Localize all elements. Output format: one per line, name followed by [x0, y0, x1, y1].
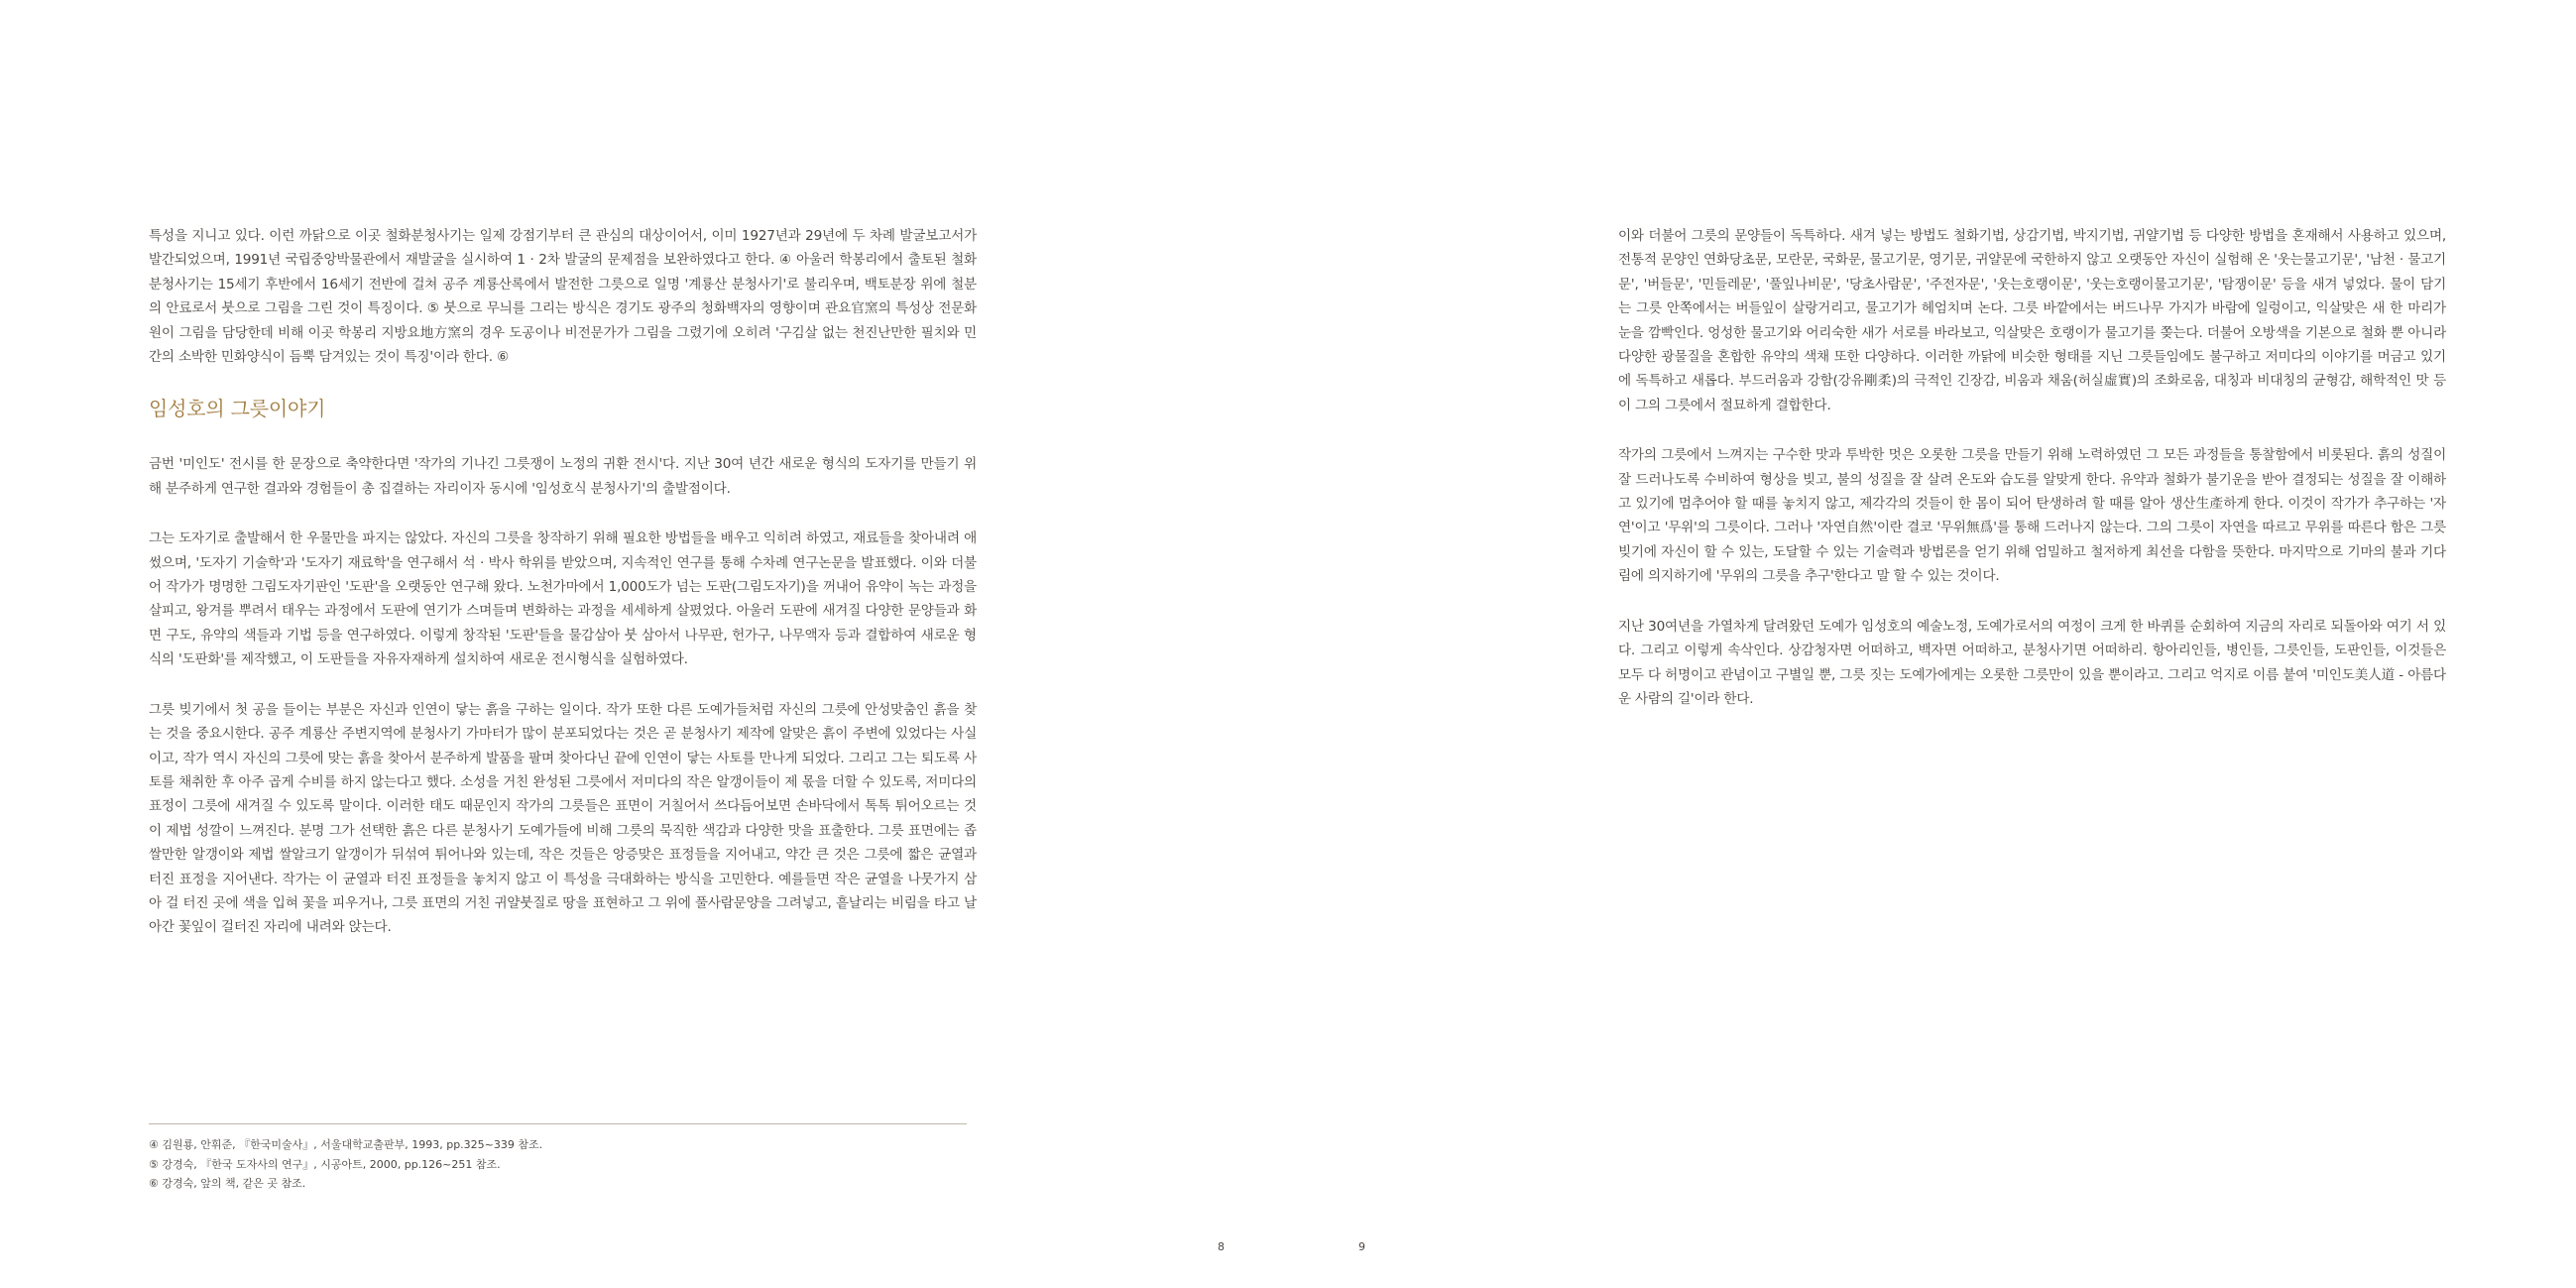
body-paragraph-2: 그는 도자기로 출발해서 한 우물만을 파지는 않았다. 자신의 그릇을 창작하기 위해 필요한 방법들을 배우고 익히려 하였고, 재료들을 찾아내려 애썼으며, '도자기 기술학'과 '도자기 재료학'을 연구해서 석 · 박사 학위를 받았으며, 지속적인 연구를 통해 수차례 연구논문을 발표했다. 이와 더불어 작가가 명명한 그림도자기판인 '도판'을 오랫동안 연구해 왔다. 노천가마에서 1,000도가 넘는 도판(그림도자기)을 꺼내어 유약이 녹는 과정을 살피고, 왕겨를 뿌려서 태우는 과정에서 도판에 연기가 스며들며 변화하는 과정을 세세하게 살폈었다. 아울러 도판에 새겨질 다양한 문양들과 화면 구도, 유약의 색들과 기법 등을 연구하였다. 이렇게 창작된 '도판'들을 물감삼아 붓 삼아서 나무판, 헌가구, 나무액자 등과 결합하여 새로운 형식의 '도판화'를 제작했고, 이 도판들을 자유자재하게 설치하여 새로운 전시형식을 실험하였다. — [149, 530, 977, 668]
intro-paragraph: 특성을 지니고 있다. 이런 까닭으로 이곳 철화분청사기는 일제 강점기부터 큰 관심의 대상이어서, 이미 1927년과 29년에 두 차례 발굴보고서가 발간되었으며, 1991년 국립중앙박물관에서 재발굴을 실시하여 1 · 2차 발굴의 문제점을 보완하였다고 한다. ④ 아울러 학봉리에서 출토된 철화분청사기는 15세기 후반에서 16세기 전반에 걸쳐 공주 계룡산록에서 발전한 그릇으로 일명 '계룡산 분청사기'로 불리우며, 백토분장 위에 철분의 안료로서 붓으로 그림을 그린 것이 특징이다. ⑤ 붓으로 무늬를 그리는 방식은 경기도 광주의 청화백자의 영향이며 관요官窯의 특성상 전문화원이 그림을 담당한데 비해 이곳 학봉리 지방요地方窯의 경우 도공이나 비전문가가 그림을 그렸기에 오히려 '구김살 없는 천진난만한 필치와 민간의 소박한 민화양식이 듬뿍 담겨있는 것이 특징'이라 한다. ⑥ — [149, 228, 977, 366]
body-paragraph-3: 그릇 빚기에서 첫 공을 들이는 부분은 자신과 인연이 닿는 흙을 구하는 일이다. 작가 또한 다른 도예가들처럼 자신의 그릇에 안성맞춤인 흙을 찾는 것을 중요시한다. 공주 계룡산 주변지역에 분청사기 가마터가 많이 분포되었다는 것은 곧 분청사기 제작에 알맞은 흙이 주변에 있었다는 사실이고, 작가 역시 자신의 그릇에 맞는 흙을 찾아서 분주하게 발품을 팔며 찾아다닌 끝에 인연이 닿는 사토를 만나게 되었다. 그리고 그는 퇴도록 사토를 채취한 후 아주 곱게 수비를 하지 않는다고 했다. 소성을 거친 완성된 그릇에서 저미다의 작은 알갱이들이 제 몫을 더할 수 있도록, 저미다의 표정이 그릇에 새겨질 수 있도록 말이다. 이러한 태도 때문인지 작가의 그릇들은 표면이 거칠어서 쓰다듬어보면 손바닥에서 톡톡 튀어오르는 것이 제법 성깔이 느껴진다. 분명 그가 선택한 흙은 다른 분청사기 도예가들에 비해 그릇의 묵직한 색감과 다양한 맛을 표출한다. 그릇 표면에는 좁쌀만한 알갱이와 제법 쌀알크기 알갱이가 뒤섞여 튀어나와 있는데, 작은 것들은 앙증맞은 표정들을 지어내고, 약간 큰 것은 그릇에 짧은 균열과 터진 표정을 지어낸다. 작가는 이 균열과 터진 표정들을 놓치지 않고 이 특성을 극대화하는 방식을 고민한다. 예를들면 작은 균열을 나뭇가지 삼아 걸 터진 곳에 색을 입혀 꽃을 피우거나, 그릇 표면의 거친 귀얄붓질로 땅을 표현하고 그 위에 풀사람문양을 그려넣고, 흩날리는 비림을 타고 날아간 꽃잎이 걸터진 자리에 내려와 앉는다. — [149, 701, 977, 936]
footnote-4: ④ 김원룡, 안휘준, 『한국미술사』, 서울대학교출판부, 1993, pp.325~339 참조. — [149, 1138, 543, 1151]
section-heading: 임성호의 그릇이야기 — [149, 397, 326, 421]
page-number-right: 9 — [1358, 1240, 1365, 1253]
right-paragraph-1: 이와 더불어 그릇의 문양들이 독특하다. 새겨 넣는 방법도 철화기법, 상감기법, 박지기법, 귀얄기법 등 다양한 방법을 혼재해서 사용하고 있으며, 전통적 문양인 연화당초문, 모란문, 국화문, 물고기문, 영기문, 귀얄문에 국한하지 않고 오랫동안 자신이 실험해 온 '웃는물고기문', '남천 · 물고기문', '버들문', '민들레문', '풀잎나비문', '당초사람문', '주전자문', '웃는호랭이문', '웃는호랭이물고기문', '탐쟁이문' 등을 새겨 넣었다. 물이 담기는 그릇 안쪽에서는 버들잎이 살랑거리고, 물고기가 헤엄치며 논다. 그릇 바깥에서는 버드나무 가지가 바람에 일렁이고, 익살맞은 새 한 마리가 눈을 깜빡인다. 엉성한 물고기와 어리숙한 새가 서로를 바라보고, 익살맞은 호랭이가 물고기를 쫒는다. 더불어 오방색을 기본으로 철화 뿐 아니라 다양한 광물질을 혼합한 유약의 색채 또한 다양하다. 이러한 까닭에 비슷한 형태를 지닌 그릇들임에도 불구하고 저미다의 이야기를 머금고 있기에 독특하고 새롭다. 부드러움과 강함(강유剛柔)의 극적인 긴장감, 비움과 채움(허실虛實)의 조화로움, 대칭과 비대칭의 균형감, 해학적인 맛 등이 그의 그릇에서 절묘하게 결합한다. — [1618, 228, 2446, 413]
left-page-column — [149, 224, 977, 966]
footnote-divider — [149, 1123, 967, 1124]
footnote-5: ⑤ 강경숙, 『한국 도자사의 연구』, 시공아트, 2000, pp.126~251 참조. — [149, 1157, 501, 1171]
footnote-6: ⑥ 강경숙, 앞의 책, 같은 곳 참조. — [149, 1177, 306, 1190]
right-paragraph-2: 작가의 그릇에서 느껴지는 구수한 맛과 투박한 멋은 오롯한 그릇을 만들기 위해 노력하였던 그 모든 과정들을 통찰함에서 비롯된다. 흙의 성질이 잘 드러나도록 수비하여 형상을 빚고, 불의 성질을 잘 살려 온도와 습도를 알맞게 한다. 유약과 철화가 불기운을 받아 결정되는 성질을 잘 이해하고 있기에 멈추어야 할 때를 놓치지 않고, 제각각의 것들이 한 몸이 되어 탄생하려 할 때를 알아 생산生產하게 한다. 이것이 작가가 추구하는 '자연'이고 '무위'의 그릇이다. 그러나 '자연自然'이란 결코 '무위無爲'를 통해 드러나지 않는다. 그의 그릇이 자연을 따르고 무위를 따른다 함은 그릇 빚기에 자신이 할 수 있는, 도달할 수 있는 기술력과 방법론을 얻기 위해 엄밀하고 철저하게 최선을 다함을 뜻한다. 마지막으로 기마의 불과 기다림에 의지하기에 '무위의 그릇을 추구'한다고 말 할 수 있는 것이다. — [1618, 447, 2446, 585]
footnotes — [149, 1135, 977, 1194]
page-number-left: 8 — [1218, 1240, 1225, 1253]
right-page-column — [1618, 224, 2446, 737]
right-paragraph-3: 지난 30여년을 가열차게 달려왔던 도예가 임성호의 예술노정, 도예가로서의 여정이 크게 한 바퀴를 순회하여 지금의 자리로 되돌아와 여기 서 있다. 그리고 이렇게 속삭인다. 상감청자면 어떠하고, 백자면 어떠하고, 분청사기면 어떠하리. 항아리인들, 병인들, 그릇인들, 도판인들, 이것들은 모두 다 허명이고 관념이고 구별일 뿐, 그릇 짓는 도예가에게는 오롯한 그릇만이 있을 뿐이라고. 그리고 억지로 이름 붙여 '미인도美人道 - 아름다운 사람의 길'이라 한다. — [1618, 618, 2446, 707]
body-paragraph-1: 금번 '미인도' 전시를 한 문장으로 축약한다면 '작가의 기나긴 그릇쟁이 노정의 귀환 전시'다. 지난 30여 년간 새로운 형식의 도자기를 만들기 위해 분주하게 연구한 결과와 경험들이 총 집결하는 자리이자 동시에 '임성호식 분청사기'의 출발점이다. — [149, 456, 977, 497]
